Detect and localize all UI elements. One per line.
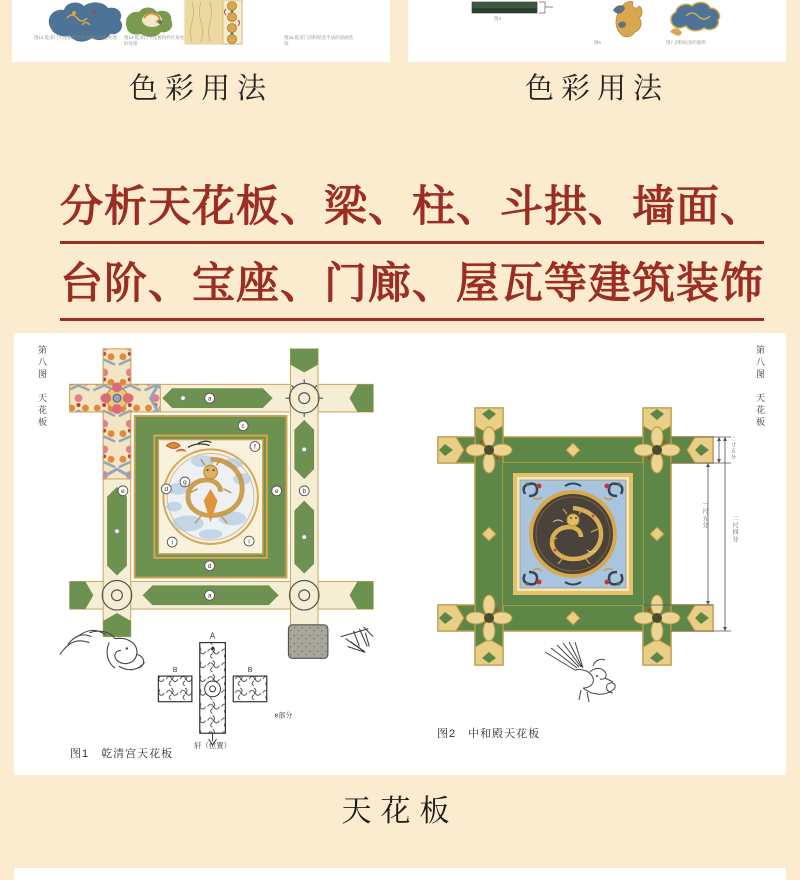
fig2-phoenix-sketch bbox=[545, 642, 615, 702]
detail-label-position: 轩（位置） bbox=[194, 741, 232, 750]
svg-text:a: a bbox=[207, 395, 212, 403]
detail-label-b-left: B bbox=[172, 667, 178, 675]
dimension-label-large: 二尺四分 bbox=[731, 515, 737, 543]
svg-text:i: i bbox=[248, 538, 250, 546]
figure4-caption: 图4 bbox=[494, 16, 502, 21]
fig1-stone-pier bbox=[288, 625, 327, 659]
fig2-dragon-medallion bbox=[531, 492, 615, 576]
book-page-preview-left bbox=[12, 0, 390, 62]
detail-label-part: e部分 bbox=[274, 712, 293, 720]
svg-text:b: b bbox=[302, 488, 307, 496]
dimension-label-small: 二寸五分 bbox=[730, 436, 736, 460]
figure7-caption: 图7 沥粉贴金的案例 bbox=[666, 40, 706, 45]
color-usage-page-left-illustration bbox=[12, 0, 390, 62]
headline-line-2: 台阶、宝座、门廊、屋瓦等建筑装饰 bbox=[60, 261, 764, 321]
detail-label-a: A bbox=[209, 631, 216, 641]
fig1-grass-sketch bbox=[341, 627, 374, 653]
figure1-ceiling-illustration bbox=[40, 341, 395, 750]
detail-label-b-right: B bbox=[247, 667, 253, 675]
ceiling-plate-panel bbox=[14, 333, 786, 775]
dimension-label-mid: 一尺五分 bbox=[701, 501, 707, 529]
color-usage-label-left: 色彩用法 bbox=[128, 73, 273, 105]
green-cloud-ornament bbox=[126, 8, 172, 37]
svg-text:i: i bbox=[171, 539, 173, 547]
fig1-cross-detail-diagram bbox=[158, 632, 292, 750]
fig1-dragon-head-sketch bbox=[60, 630, 145, 669]
svg-text:d: d bbox=[207, 562, 212, 570]
headline-line-1: 分析天花板、梁、柱、斗拱、墙面、 bbox=[60, 184, 764, 244]
headline bbox=[60, 184, 764, 338]
svg-text:d: d bbox=[164, 486, 169, 494]
figure14-caption: 图14 乾清门天花板构件区角处的处理 bbox=[124, 35, 185, 46]
green-bar-diagram bbox=[472, 2, 553, 13]
gold-column-ornament bbox=[185, 0, 242, 44]
svg-text:g: g bbox=[183, 479, 187, 487]
gold-flame-ornament bbox=[613, 1, 642, 36]
color-usage-page-right-illustration bbox=[408, 0, 786, 62]
next-panel-edge bbox=[14, 868, 786, 880]
margin-label-left: 第八图 天花板 bbox=[37, 345, 47, 429]
book-page-preview-right bbox=[408, 0, 786, 62]
figure2-ceiling-illustration bbox=[425, 400, 770, 710]
svg-text:f: f bbox=[254, 443, 256, 451]
svg-text:a: a bbox=[207, 592, 212, 600]
figure2-caption: 图2 中和殿天花板 bbox=[437, 728, 541, 740]
blue-gold-cloud-ornament bbox=[670, 2, 720, 36]
section-label: 天花板 bbox=[341, 795, 459, 828]
figure16-caption: 图16 乾清门沥粉贴金手法的彩画装饰 bbox=[284, 35, 354, 46]
margin-label-right: 第八图 天花板 bbox=[755, 345, 765, 429]
figure1-caption: 图1 乾清宫天花板 bbox=[70, 748, 174, 760]
svg-text:e: e bbox=[274, 488, 279, 496]
color-usage-label-right: 色彩用法 bbox=[524, 73, 669, 105]
figure5-caption: 图5 bbox=[594, 40, 602, 45]
figure12-caption: 图12 乾清门天花板构件区角处的白色处理 bbox=[34, 35, 117, 40]
svg-text:e: e bbox=[121, 488, 125, 496]
svg-text:c: c bbox=[241, 423, 245, 431]
